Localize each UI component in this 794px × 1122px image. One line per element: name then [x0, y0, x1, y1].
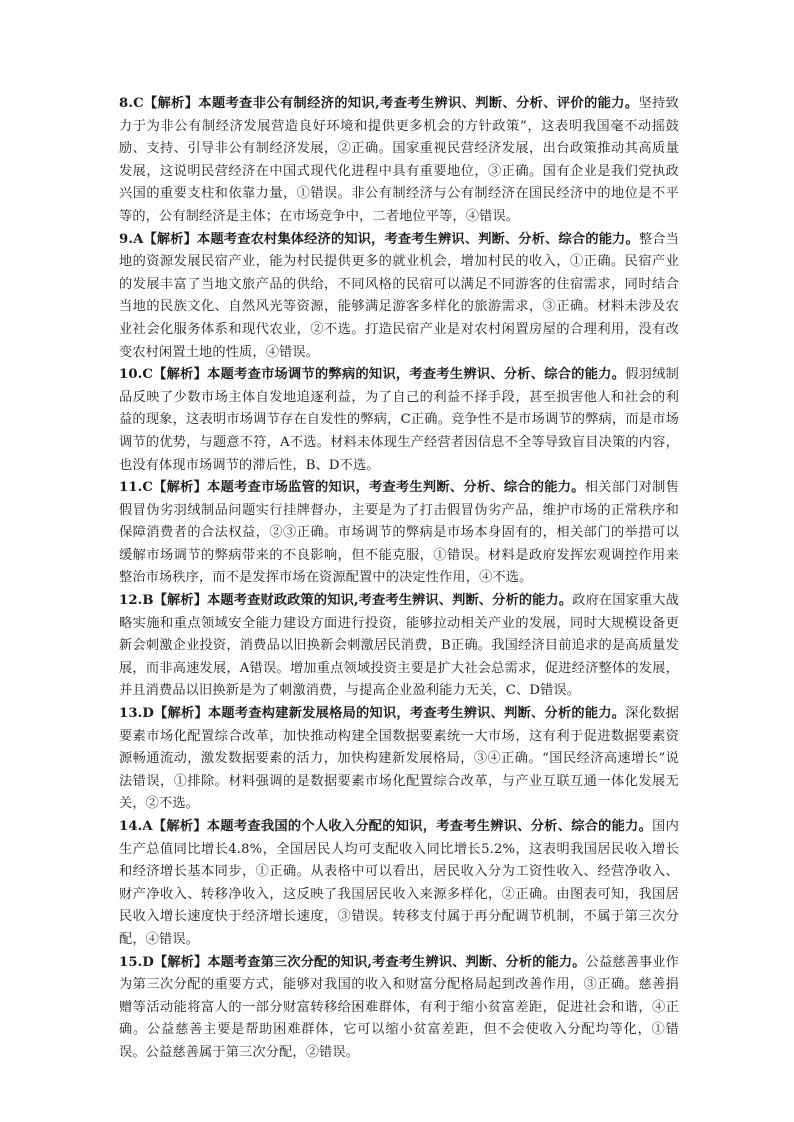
answer-item-13: [119, 703, 679, 816]
answer-item-heading: 10.C【解析】本题考查市场调节的弊病的知识，考查考生辨识、分析、综合的能力。: [119, 367, 626, 383]
answer-item-body: 坚持致力于为非公有制经济发展营造良好环境和提供更多机会的方针政策”，这表明我国毫不动摇鼓励、支持、引导非公有制经济发展，②正确。国家重视民营经济发展，出台政策推动其高质量发展，这说明民营经济在中国式现代化进程中具有重要地位，③正确。国有企业是我们党执政兴国的重要支柱和依靠力量，①错误。非公有制经济与公有制经济在国民经济中的地位是不平等的，公有制经济是主体；在市场竞争中，二者地位平等，④错误。: [119, 96, 679, 224]
answer-item-body: 假羽绒制品反映了少数市场主体自发地追逐利益，为了自己的利益不择手段，甚至损害他人和社会的利益的现象，这表明市场调节存在自发性的弊病，C正确。竞争性不是市场调节的弊病，而是市场调节的优势，与题意不符，A不选。材料未体现生产经营者因信息不全等导致盲目决策的内容，也没有体现市场调节的滞后性，B、D不选。: [119, 367, 679, 473]
answer-item-10: [119, 364, 679, 477]
answer-item-8: [119, 93, 679, 229]
answer-item-heading: 14.A【解析】本题考查我国的个人收入分配的知识，考查考生辨识、分析、综合的能力。: [119, 819, 653, 834]
answer-item-12: [119, 590, 679, 703]
answer-item-14: [119, 816, 679, 952]
answer-item-heading: 15.D【解析】本题考查第三次分配的知识,考查考生辨识、判断、分析的能力。: [119, 954, 586, 970]
answer-item-heading: 12.B【解析】本题考查财政政策的知识,考查考生辨识、判断、分析的能力。: [119, 593, 573, 609]
answer-item-heading: 13.D【解析】本题考查构建新发展格局的知识，考查考生辨识、判断、分析的能力。: [119, 706, 626, 722]
answer-item-body: 政府在国家重大战略实施和重点领域安全能力建设方面进行投资，能够拉动相关产业的发展，同时大规模设备更新会刺激企业投资，消费品以旧换新会刺激居民消费，B正确。我国经济目前追求的是高质量发展，而非高速发展，A错误。增加重点领域投资主要是扩大社会总需求，促进经济整体的发展，并且消费品以旧换新是为了刺激消费，与提高企业盈利能力无关，C、D错误。: [119, 593, 680, 699]
answer-item-heading: 9.A【解析】本题考查农村集体经济的知识，考查考生辨识、判断、分析、综合的能力。: [119, 231, 639, 247]
answer-item-9: [119, 229, 679, 365]
answer-item-15: [119, 952, 679, 1065]
answer-item-heading: 8.C【解析】本题考查非公有制经济的知识,考查考生辨识、判断、分析、评价的能力。: [119, 96, 639, 111]
answer-item-11: [119, 477, 679, 590]
answer-analysis-content: [119, 93, 679, 1065]
answer-item-body: 国内生产总值同比增长4.8%，全国居民人均可支配收入同比增长5.2%，这表明我国居民收入增长和经济增长基本同步，①正确。从表格中可以看出，居民收入分为工资性收入、经营净收入、财产净收入、转移净收入，这反映了我国居民收入来源多样化，②正确。由图表可知，我国居民收入增长速度快于经济增长速度，③错误。转移支付属于再分配调节机制，不属于第三次分配，④错误。: [119, 819, 679, 947]
answer-item-heading: 11.C【解析】本题考查市场监管的知识，考查考生判断、分析、综合的能力。: [119, 480, 585, 496]
answer-item-body: 公益慈善事业作为第三次分配的重要方式，能够对我国的收入和财富分配格局起到改善作用，③正确。慈善捐赠等活动能将富人的一部分财富转移给困难群体，有利于缩小贫富差距，促进社会和谐，④正确。公益慈善主要是帮助困难群体，它可以缩小贫富差距，但不会使收入分配均等化，①错误。公益慈善属于第三次分配，②错误。: [119, 954, 679, 1060]
answer-item-body: 整合当地的资源发展民宿产业，能为村民提供更多的就业机会，增加村民的收入，①正确。民宿产业的发展丰富了当地文旅产品的供给，不同风格的民宿可以满足不同游客的住宿需求，同时结合当地的民族文化、自然风光等资源，能够满足游客多样化的旅游需求，③正确。材料未涉及农业社会化服务体系和现代农业，②不选。打造民宿产业是对农村闲置房屋的合理利用，没有改变农村闲置土地的性质，④错误。: [119, 231, 680, 360]
answer-item-body: 相关部门对制售假冒伪劣羽绒制品问题实行挂牌督办，主要是为了打击假冒伪劣产品，维护市场的正常秩序和保障消费者的合法权益，②③正确。市场调节的弊病是市场本身固有的，相关部门的举措可以缓解市场调节的弊病带来的不良影响，但不能克服，①错误。材料是政府发挥宏观调控作用来整治市场秩序，而不是发挥市场在资源配置中的决定性作用，④不选。: [119, 480, 679, 586]
answer-item-body: 深化数据要素市场化配置综合改革，加快推动构建全国数据要素统一大市场，这有利于促进数据要素资源畅通流动，激发数据要素的活力，加快构建新发展格局，③④正确。“国民经济高速增长”说法错误，①排除。材料强调的是数据要素市场化配置综合改革，与产业互联互通一体化发展无关，②不选。: [119, 706, 679, 812]
